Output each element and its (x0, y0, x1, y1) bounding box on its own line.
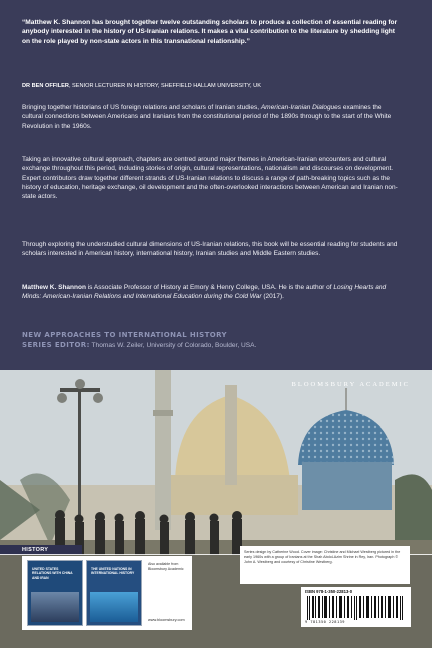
editor-name: Matthew K. Shannon (22, 284, 86, 291)
description-paragraph-2: Taking an innovative cultural approach, chapters are centred around major themes in American-Iranian encounters and cultural exchange throughout this period, including stories of origin, cultural representations, nationalism and discourses on development. Expert contributors draw together different strands of US-Iranian relations to discuss a range of path-breaking topics such as the history of education, heritage exchange, oil development and the often-overlooked interactions between American and Iranian non-state actors. (22, 156, 398, 201)
description-p1-end: examines the cultural connections between Americans and Iranians from the constitutional period of the 1890s through to the start of the White Revolution in the 1960s. (22, 104, 392, 130)
book-title-italic: American-Iranian Dialogues (260, 104, 342, 111)
series-editor-value: Thomas W. Zeiler, University of Colorado, Boulder, USA. (89, 342, 257, 349)
editor-bio (22, 283, 404, 302)
also-available-text: Also available from Bloomsbury Academic (148, 562, 184, 571)
endorsement-affiliation: , SENIOR LECTURER IN HISTORY, SHEFFIELD HALLAM UNIVERSITY, UK (68, 83, 261, 89)
endorsement-attribution (22, 82, 402, 90)
barcode-digits: 9 781350 228139 (305, 620, 345, 624)
related-book-cover-1 (27, 560, 83, 626)
related-book-cover-2 (86, 560, 142, 626)
series-editor-line (22, 340, 402, 351)
isbn-text: ISBN 978-1-350-22813-0 (305, 589, 353, 594)
series-name: NEW APPROACHES TO INTERNATIONAL HISTORY (22, 331, 228, 339)
cover-credit-text: Series design by Catherine Wood. Cover image: Christine and Michael Westberg pictured in the early 1960s with a group of Iranians at the Shah Abdol-Azim Shrine in Rey, Iran. Photograph © John A. Westberg and courtesy of Christine Westberg. (244, 550, 401, 565)
barcode-icon (305, 596, 407, 620)
related-book-art-1 (31, 592, 79, 622)
related-books-panel (22, 556, 192, 630)
series-info (22, 330, 402, 351)
publisher-name: BLOOMSBURY ACADEMIC (291, 381, 410, 388)
series-editor-label: SERIES EDITOR: (22, 341, 90, 349)
website-link[interactable]: www.bloomsbury.com (148, 618, 185, 622)
description-p1-start: Bringing together historians of US foreign relations and scholars of Iranian studies, (22, 104, 261, 111)
related-book-title-2: THE UNITED NATIONS IN INTERNATIONAL HISTORY (91, 567, 135, 576)
related-book-title-1: UNITED STATES RELATIONS WITH CHINA AND IRAN (32, 567, 73, 580)
cover-credit-panel (240, 546, 410, 584)
related-book-art-2 (90, 592, 138, 622)
description-paragraph-1 (22, 103, 404, 131)
endorsement-quote: “Matthew K. Shannon has brought together twelve outstanding scholars to produce a collection of essential reading for anybody interested in the history of US-Iranian relations. It makes a vital contribution to the literature by shedding light on the role played by non-state actors in this transnational relationship.” (22, 19, 398, 45)
editor-book-year: (2017). (261, 293, 284, 301)
subject-label: HISTORY (0, 545, 82, 555)
description-paragraph-3: Through exploring the understudied cultural dimensions of US-Iranian relations, this book will be essential reading for students and scholars interested in American history, international history, Iranian studies and Middle Eastern studies. (22, 241, 398, 258)
editor-bio-text: is Associate Professor of History at Emory & Henry College, USA. He is the author of (85, 284, 334, 291)
barcode-panel (301, 587, 411, 627)
editor-book-title: Losing Hearts and Minds: American-Iranian Relations and International Education during the Cold War (22, 284, 387, 301)
endorsement-author: DR BEN OFFILER (22, 83, 69, 89)
